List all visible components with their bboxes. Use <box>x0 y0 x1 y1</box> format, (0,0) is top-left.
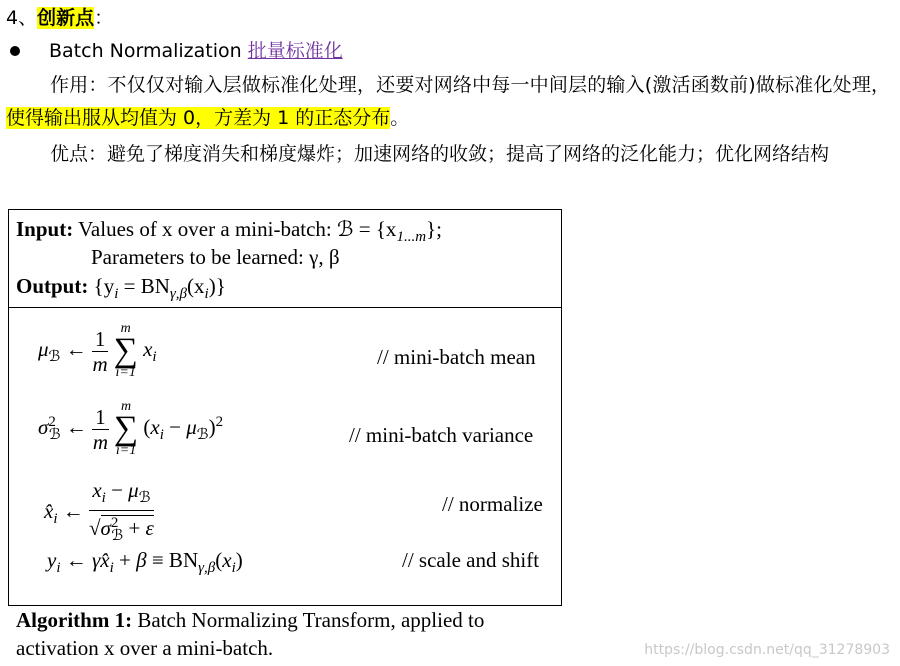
bullet-line <box>49 38 343 64</box>
heading-title: 创新点 <box>37 7 95 29</box>
heading-colon: ： <box>94 7 114 29</box>
algo-output-sub-i2: i <box>204 286 209 303</box>
algo-params-text: Parameters to be learned: γ, β <box>91 245 340 269</box>
algo-params-line <box>91 245 340 270</box>
comment-scale-shift: // scale and shift <box>402 548 540 572</box>
algo-output-label: Output: <box>16 274 89 298</box>
caption-line1: Batch Normalizing Transform, applied to <box>132 608 485 632</box>
bullet-link[interactable]: 批量标准化 <box>247 40 343 62</box>
algo-input-text: Values of x over a mini-batch: ℬ = {x <box>78 217 397 241</box>
algorithm-caption-line2: activation x over a mini-batch. <box>16 636 274 660</box>
equation-scale-shift: $y_i$ ← $\gamma x̂_i + \beta \equiv BN_{\gamma,\beta}(x_i)$ <box>47 548 243 577</box>
algo-input-label: Input: <box>16 217 74 241</box>
para1-highlight: 使得输出服从均值为 0，方差为 1 的正态分布 <box>6 107 391 129</box>
caption-label: Algorithm 1: <box>16 608 133 632</box>
algo-output-end: (x <box>187 274 205 298</box>
para2-text: 优点：避免了梯度消失和梯度爆炸；加速网络的收敛；提高了网络的泛化能力；优化网络结构 <box>50 143 830 165</box>
algo-output-end2: )} <box>208 274 226 298</box>
algorithm-separator <box>8 307 562 308</box>
algo-input-end: }; <box>426 217 442 241</box>
section-heading <box>6 5 113 31</box>
comment-variance: // mini-batch variance <box>349 423 534 447</box>
comment-normalize: // normalize <box>442 492 543 516</box>
algo-output-mid: = BN <box>118 274 170 298</box>
comment-mean: // mini-batch mean <box>377 345 536 369</box>
equation-mean: $\mu_ℬ$ ← $\frac{1}{m}$ m ∑ i=1 $x_i$ <box>38 321 157 380</box>
algo-input-sub: 1...m <box>396 229 427 246</box>
algo-input-line <box>16 217 442 246</box>
paragraph-function <box>6 69 890 135</box>
bullet-label: Batch Normalization <box>49 40 248 62</box>
watermark: https://blog.csdn.net/qq_31278903 <box>644 642 890 658</box>
algo-output-line <box>16 274 226 303</box>
algorithm-caption-line1 <box>16 608 484 633</box>
bullet-dot <box>10 46 20 56</box>
equation-variance: $\sigma^2_ℬ$ ← $\frac{1}{m}$ m ∑ i=1 $(x_i - \mu_ℬ)^2$ <box>38 399 224 458</box>
algo-output-sub-gb: γ,β <box>169 286 188 303</box>
equation-normalize: $x̂_i$ ← $\frac{x_i - \mu_ℬ}{√\sigma^2_ℬ + \varepsilon}$ <box>44 478 154 545</box>
paragraph-advantages <box>6 138 890 171</box>
para1-prefix: 作用：不仅仅对输入层做标准化处理，还要对网络中每一中间层的输入(激活函数前)做标准化处理， <box>50 74 890 96</box>
heading-number: 4、 <box>6 7 38 29</box>
algo-output-text: {y <box>93 274 115 298</box>
para1-suffix: 。 <box>390 107 410 129</box>
algo-output-sub-i: i <box>114 286 119 303</box>
